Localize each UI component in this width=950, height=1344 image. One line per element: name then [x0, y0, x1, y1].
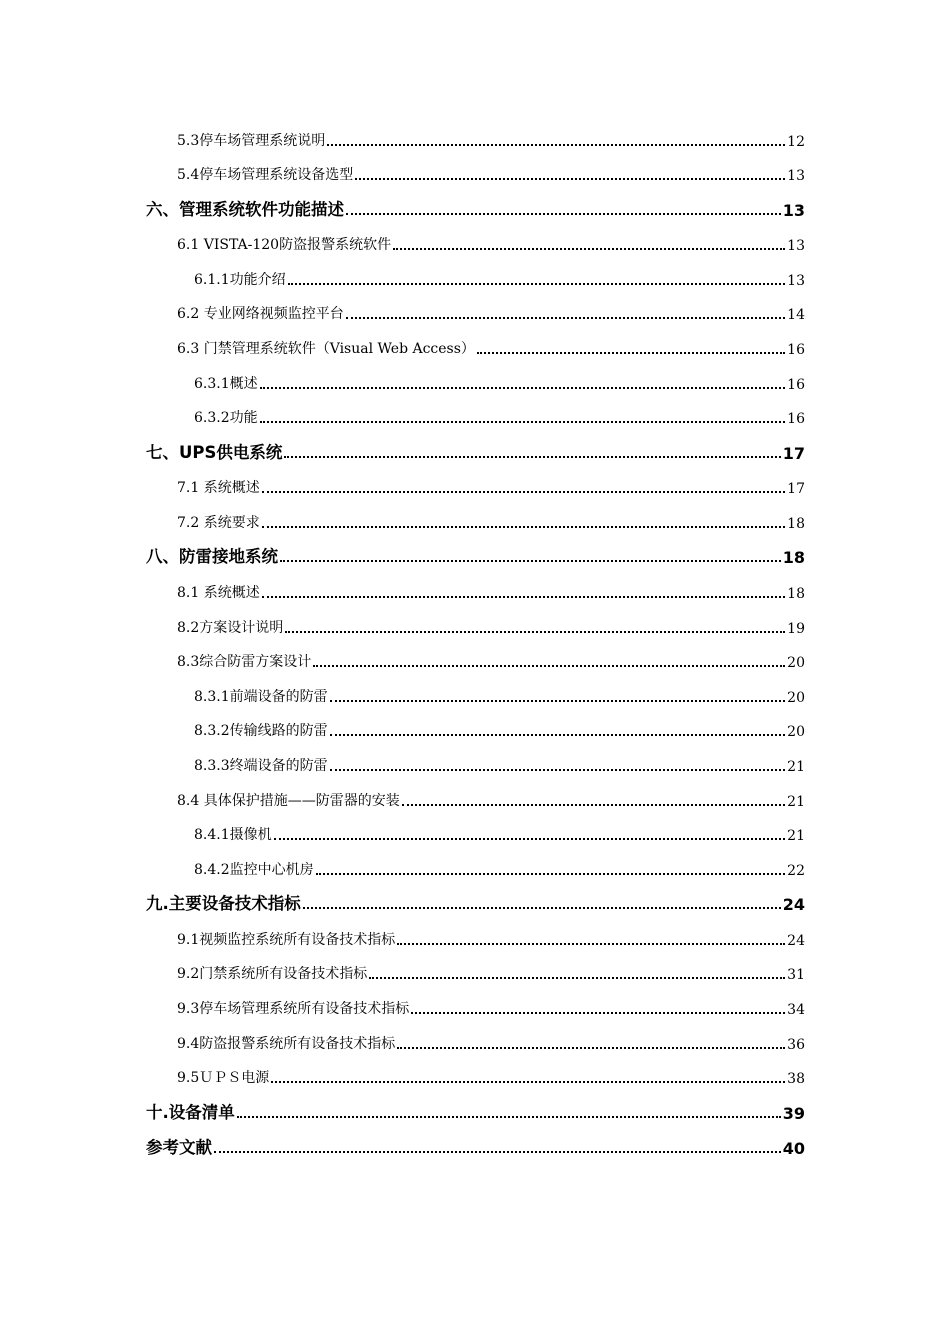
toc-entry[interactable] — [0, 955, 950, 990]
toc-entry[interactable] — [0, 1024, 950, 1059]
toc-entry-title: 9.5ＵＰＳ电源 — [177, 1070, 270, 1087]
toc-dot-leader — [262, 596, 785, 598]
toc-entry[interactable] — [0, 643, 950, 678]
toc-entry-page-number: 40 — [782, 1139, 805, 1159]
toc-entry[interactable] — [0, 226, 950, 261]
toc-entry-title: 9.1视频监控系统所有设备技术指标 — [177, 931, 396, 948]
toc-entry[interactable] — [0, 399, 950, 434]
toc-entry-page-number: 31 — [787, 967, 805, 984]
toc-dot-leader — [393, 248, 785, 250]
toc-entry-title: 6.3.1概述 — [194, 375, 258, 392]
toc-entry[interactable] — [0, 850, 950, 885]
toc-entry-title: 7.2 系统要求 — [177, 514, 260, 531]
toc-dot-leader — [402, 804, 785, 806]
table-of-contents — [0, 121, 950, 1164]
toc-entry-title: 8.4.2监控中心机房 — [194, 861, 314, 878]
toc-entry[interactable] — [0, 781, 950, 816]
toc-entry[interactable] — [0, 989, 950, 1024]
toc-dot-leader — [355, 178, 785, 180]
toc-entry[interactable] — [0, 503, 950, 538]
toc-entry[interactable] — [0, 608, 950, 643]
toc-entry-page-number: 20 — [787, 655, 805, 672]
toc-dot-leader — [369, 977, 785, 979]
toc-entry[interactable] — [0, 746, 950, 781]
toc-entry-page-number: 16 — [787, 376, 805, 393]
toc-entry[interactable] — [0, 885, 950, 921]
toc-entry-title: 六、管理系统软件功能描述 — [146, 199, 344, 219]
toc-entry[interactable] — [0, 156, 950, 191]
toc-dot-leader — [260, 387, 786, 389]
toc-entry-page-number: 24 — [782, 895, 805, 915]
toc-entry-title: 9.4防盗报警系统所有设备技术指标 — [177, 1035, 396, 1052]
toc-entry-title: 8.3.3终端设备的防雷 — [194, 758, 328, 774]
toc-entry-page-number: 34 — [787, 1002, 805, 1019]
toc-entry-page-number: 36 — [787, 1036, 805, 1053]
toc-dot-leader — [411, 1012, 785, 1014]
toc-entry-title: 7.1 系统概述 — [177, 480, 260, 497]
toc-entry[interactable] — [0, 433, 950, 469]
toc-entry-page-number: 17 — [787, 481, 805, 498]
toc-entry-title: 参考文献 — [146, 1138, 212, 1158]
toc-entry-page-number: 24 — [787, 932, 805, 949]
toc-entry[interactable] — [0, 364, 950, 399]
toc-entry-title: 8.3.1前端设备的防雷 — [194, 688, 328, 705]
toc-dot-leader — [280, 560, 781, 562]
toc-entry[interactable] — [0, 816, 950, 851]
toc-entry-title: 8.3.2传输线路的防雷 — [194, 723, 328, 740]
toc-dot-leader — [262, 491, 785, 493]
toc-entry[interactable] — [0, 920, 950, 955]
toc-entry-page-number: 18 — [787, 586, 805, 603]
toc-entry-title: 七、UPS供电系统 — [146, 442, 283, 462]
toc-entry-page-number: 13 — [782, 200, 805, 220]
toc-dot-leader — [330, 700, 786, 702]
toc-entry[interactable] — [0, 538, 950, 574]
toc-entry-title: 5.4停车场管理系统设备选型 — [177, 167, 354, 184]
toc-dot-leader — [313, 665, 785, 667]
toc-entry-title: 6.3 门禁管理系统软件（Visual Web Access） — [177, 341, 475, 358]
toc-dot-leader — [284, 456, 780, 458]
toc-dot-leader — [397, 943, 785, 945]
toc-dot-leader — [260, 421, 786, 423]
toc-entry-page-number: 20 — [787, 724, 805, 741]
toc-entry[interactable] — [0, 712, 950, 747]
toc-entry-page-number: 13 — [787, 272, 805, 289]
toc-entry[interactable] — [0, 121, 950, 156]
toc-entry-title: 8.2方案设计说明 — [177, 619, 284, 636]
toc-entry-title: 九.主要设备技术指标 — [146, 894, 301, 914]
toc-dot-leader — [274, 838, 786, 840]
toc-entry-title: 9.3停车场管理系统所有设备技术指标 — [177, 1001, 410, 1018]
toc-entry-page-number: 16 — [787, 411, 805, 428]
toc-entry[interactable] — [0, 329, 950, 364]
toc-dot-leader — [262, 526, 785, 528]
toc-dot-leader — [397, 1047, 785, 1049]
toc-dot-leader — [271, 1081, 785, 1083]
toc-entry-page-number: 17 — [782, 443, 805, 463]
toc-entry-title: 6.3.2功能 — [194, 410, 258, 427]
toc-dot-leader — [327, 144, 785, 146]
toc-entry-page-number: 13 — [787, 168, 805, 185]
toc-entry-page-number: 22 — [787, 862, 805, 879]
toc-entry[interactable] — [0, 1129, 950, 1165]
toc-dot-leader — [214, 1151, 781, 1153]
toc-dot-leader — [330, 769, 786, 771]
toc-entry-page-number: 14 — [787, 307, 805, 324]
toc-entry-title: 5.3停车场管理系统说明 — [177, 132, 326, 149]
toc-entry-page-number: 18 — [782, 548, 805, 568]
toc-entry[interactable] — [0, 1093, 950, 1129]
toc-entry-title: 八、防雷接地系统 — [146, 547, 278, 567]
toc-entry[interactable] — [0, 677, 950, 712]
toc-dot-leader — [346, 317, 785, 319]
toc-entry-title: 8.1 系统概述 — [177, 585, 260, 602]
toc-entry-page-number: 13 — [787, 238, 805, 255]
toc-entry[interactable] — [0, 190, 950, 226]
toc-dot-leader — [303, 907, 781, 909]
toc-dot-leader — [330, 734, 786, 736]
toc-entry-page-number: 16 — [787, 342, 805, 359]
toc-entry[interactable] — [0, 295, 950, 330]
toc-dot-leader — [477, 352, 785, 354]
toc-entry-title: 6.1.1功能介绍 — [194, 271, 286, 288]
toc-entry-title: 9.2门禁系统所有设备技术指标 — [177, 966, 368, 983]
toc-entry-title: 8.4.1摄像机 — [194, 827, 272, 844]
toc-entry-title: 6.2 专业网络视频监控平台 — [177, 306, 344, 323]
toc-dot-leader — [288, 283, 786, 285]
toc-entry-page-number: 12 — [787, 133, 805, 150]
toc-entry[interactable] — [0, 1059, 950, 1094]
toc-entry[interactable] — [0, 573, 950, 608]
toc-entry-title: 8.3综合防雷方案设计 — [177, 654, 312, 671]
toc-entry-page-number: 20 — [787, 689, 805, 706]
toc-entry-page-number: 21 — [787, 828, 805, 845]
toc-entry-page-number: 19 — [787, 620, 805, 637]
toc-entry-page-number: 18 — [787, 515, 805, 532]
toc-entry-title: 十.设备清单 — [146, 1102, 235, 1122]
toc-entry-page-number: 39 — [782, 1103, 805, 1123]
toc-entry-title: 8.4 具体保护措施——防雷器的安装 — [177, 792, 400, 809]
toc-dot-leader — [285, 631, 785, 633]
toc-dot-leader — [237, 1116, 781, 1118]
toc-entry-page-number: 21 — [787, 793, 805, 810]
toc-entry-page-number: 21 — [787, 759, 805, 775]
toc-dot-leader — [346, 213, 781, 215]
toc-dot-leader — [316, 873, 786, 875]
toc-entry[interactable] — [0, 469, 950, 504]
toc-entry-title: 6.1 VISTA-120防盗报警系统软件 — [177, 237, 392, 254]
toc-entry[interactable] — [0, 260, 950, 295]
toc-entry-page-number: 38 — [787, 1071, 805, 1088]
